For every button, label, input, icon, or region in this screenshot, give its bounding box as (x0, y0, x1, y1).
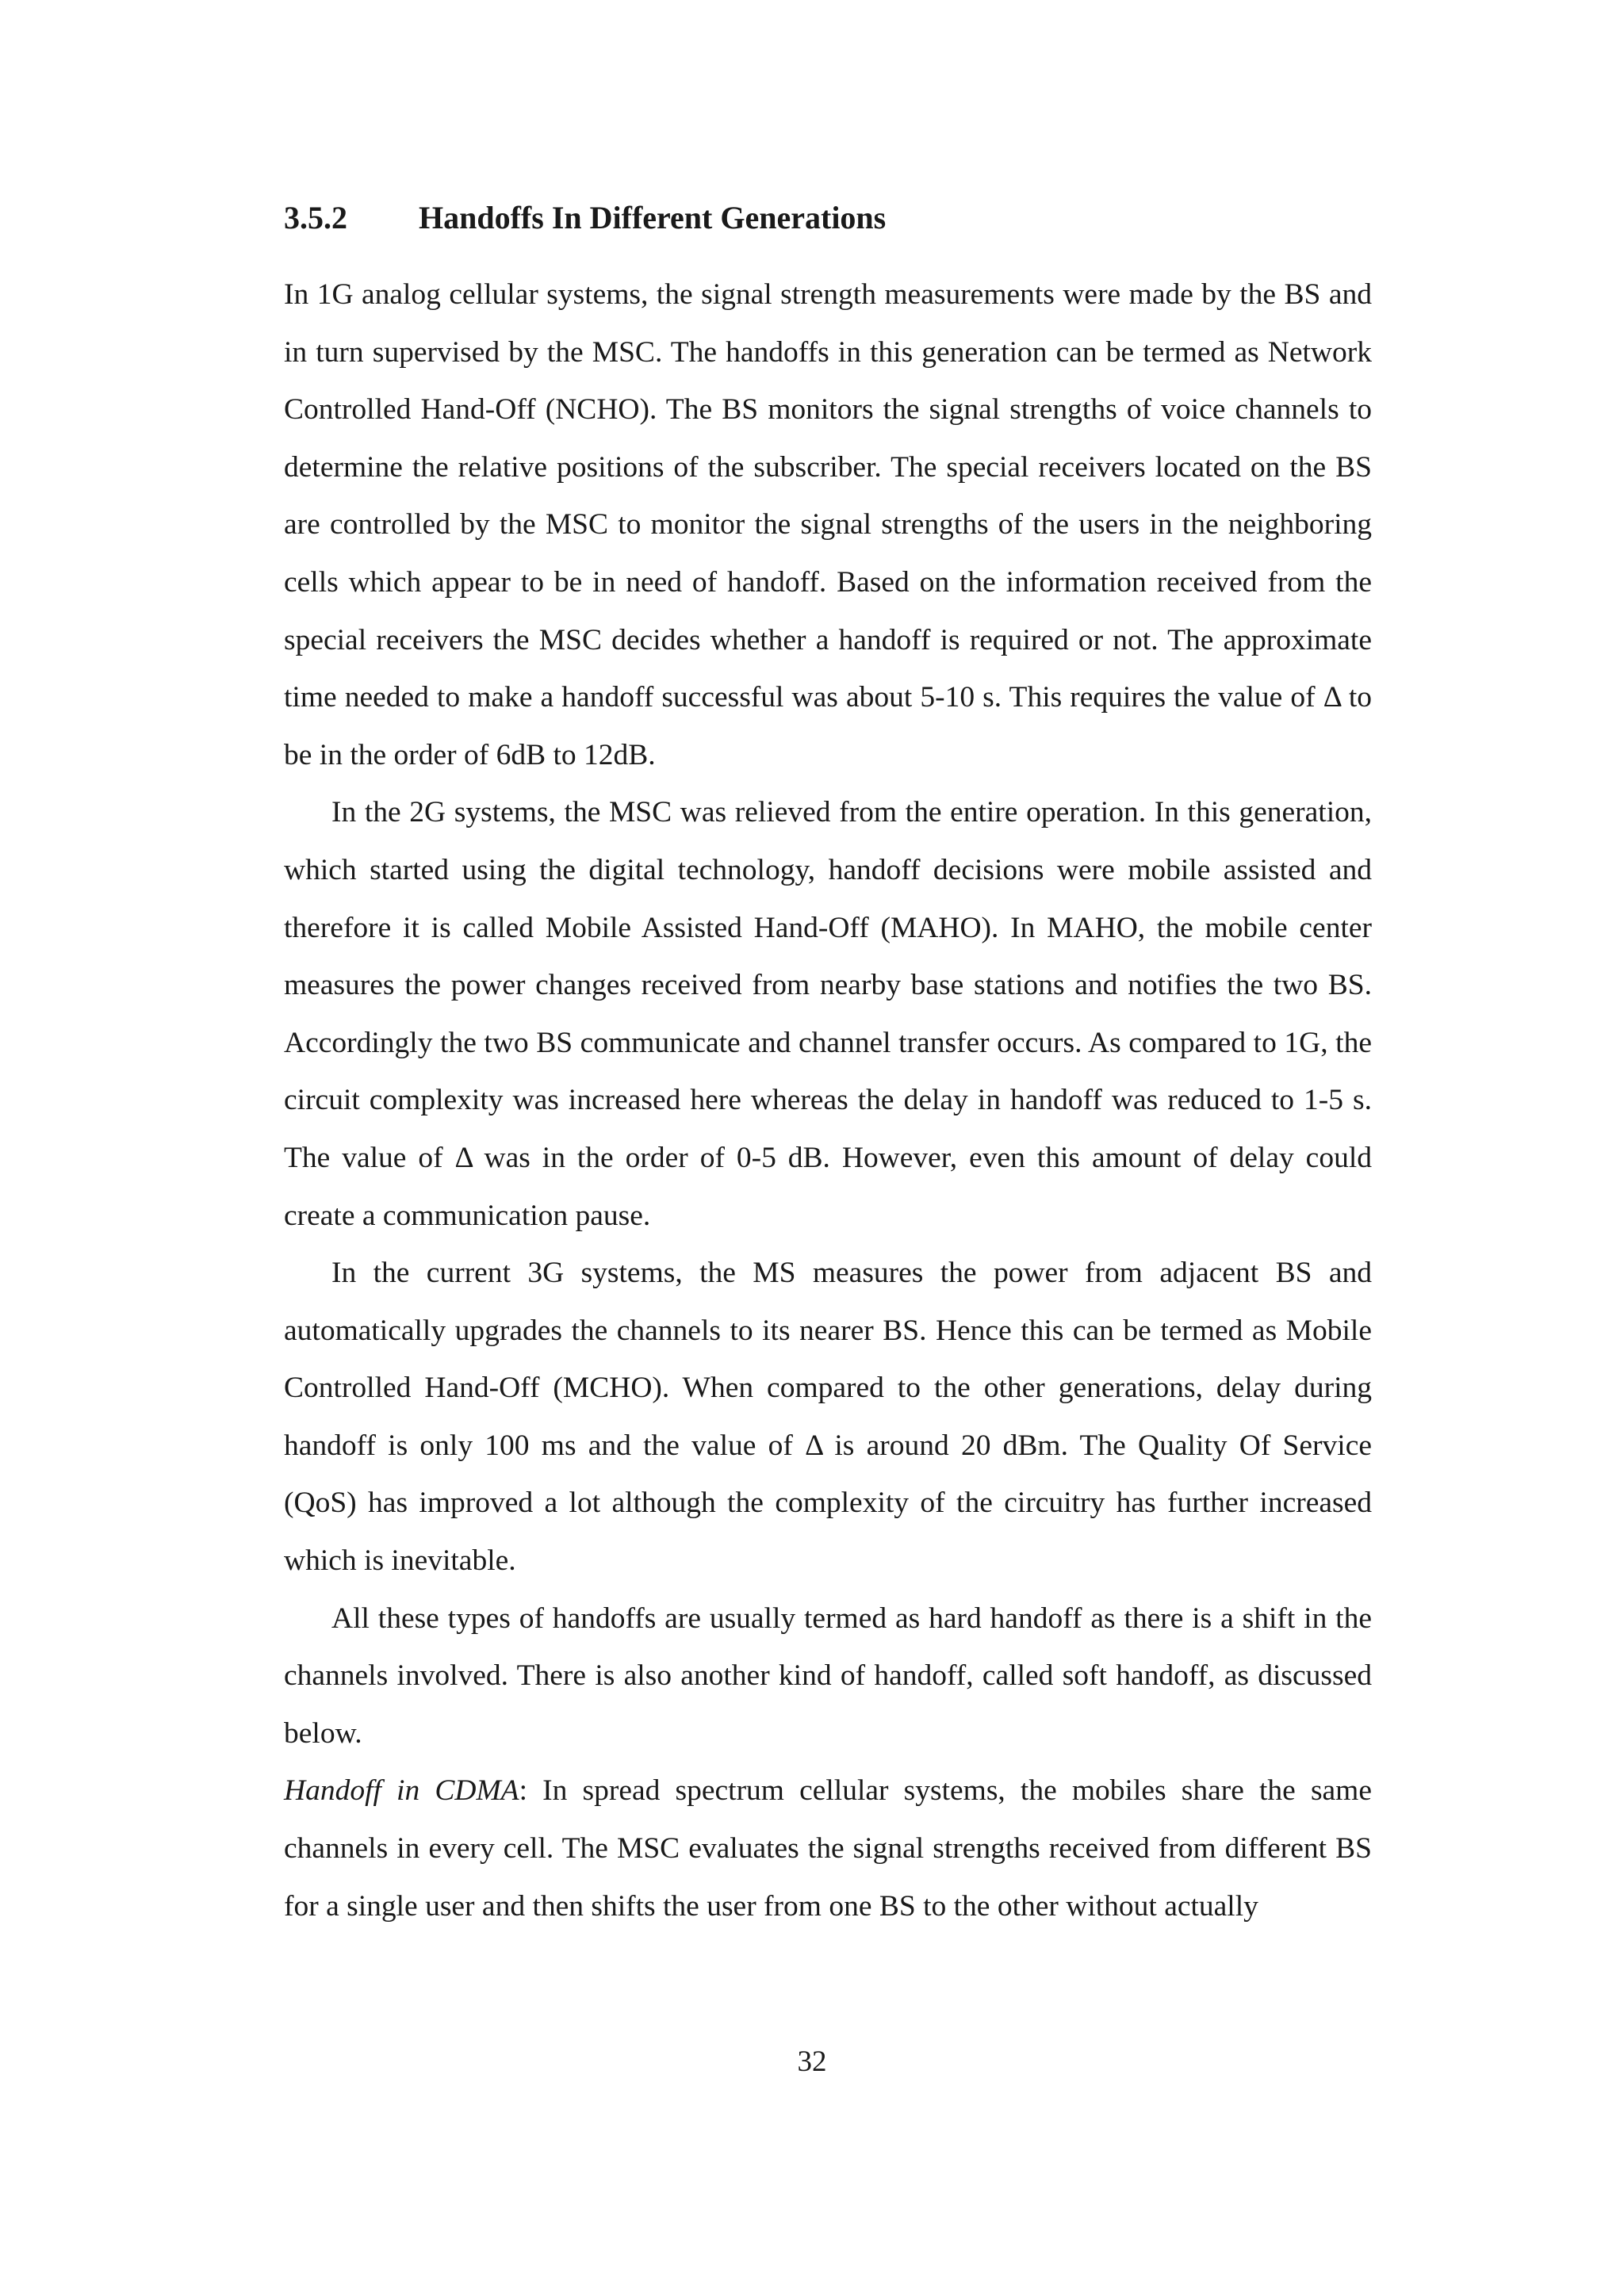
paragraph-2g: In the 2G systems, the MSC was relieved from the entire operation. In this generation, which started using the digital technology, handoff decisions were mobile assisted and therefore it is called Mobile Assisted Hand-Off (MAHO). In MAHO, the mobile center measures the power changes received from nearby base stations and notifies the two BS. Accordingly the two BS communicate and channel transfer occurs. As compared to 1G, the circuit complexity was increased here whereas the delay in handoff was reduced to 1-5 s. The value of Δ was in the order of 0-5 dB. However, even this amount of delay could create a communication pause. (284, 796, 1372, 1232)
page-number: 32 (797, 2045, 827, 2078)
paragraph-hard-handoff: All these types of handoffs are usually termed as hard handoff as there is a shift in the channels involved. There is also another kind of handoff, called soft handoff, as discussed below. (284, 1601, 1372, 1750)
section-heading (284, 198, 886, 238)
cdma-run-in-heading: Handoff in CDMA (284, 1774, 519, 1808)
cdma-paragraph-text: : In spread spectrum cellular systems, the mobiles share the same channels in every cell. The MSC evaluates the signal strengths received from different BS for a single user and then shifts the user from one BS to the other without actually (284, 1774, 1372, 1923)
paragraph-cdma (284, 1762, 1372, 1935)
paragraph-3g: In the current 3G systems, the MS measures the power from adjacent BS and automatically upgrades the channels to its nearer BS. Hence this can be termed as Mobile Controlled Hand-Off (MCHO). When compared to the other generations, delay during handoff is only 100 ms and the value of Δ is around 20 dBm. The Quality Of Service (QoS) has improved a lot although the complexity of the circuitry has further increased which is inevitable. (284, 1257, 1372, 1578)
body-text (284, 266, 1372, 1935)
section-number: 3.5.2 (284, 200, 347, 235)
paragraph-1g: In 1G analog cellular systems, the signal strength measurements were made by the BS and in turn supervised by the MSC. The handoffs in this generation can be termed as Network Controlled Hand-Off (NCHO). The BS monitors the signal strengths of voice channels to determine the relative positions of the subscriber. The special receivers located on the BS are controlled by the MSC to monitor the signal strengths of the users in the neighboring cells which appear to be in need of handoff. Based on the information received from the special receivers the MSC decides whether a handoff is required or not. The approximate time needed to make a handoff successful was about 5-10 s. This requires the value of Δ to be in the order of 6dB to 12dB. (284, 278, 1372, 771)
section-title: Handoffs In Different Generations (419, 200, 887, 235)
